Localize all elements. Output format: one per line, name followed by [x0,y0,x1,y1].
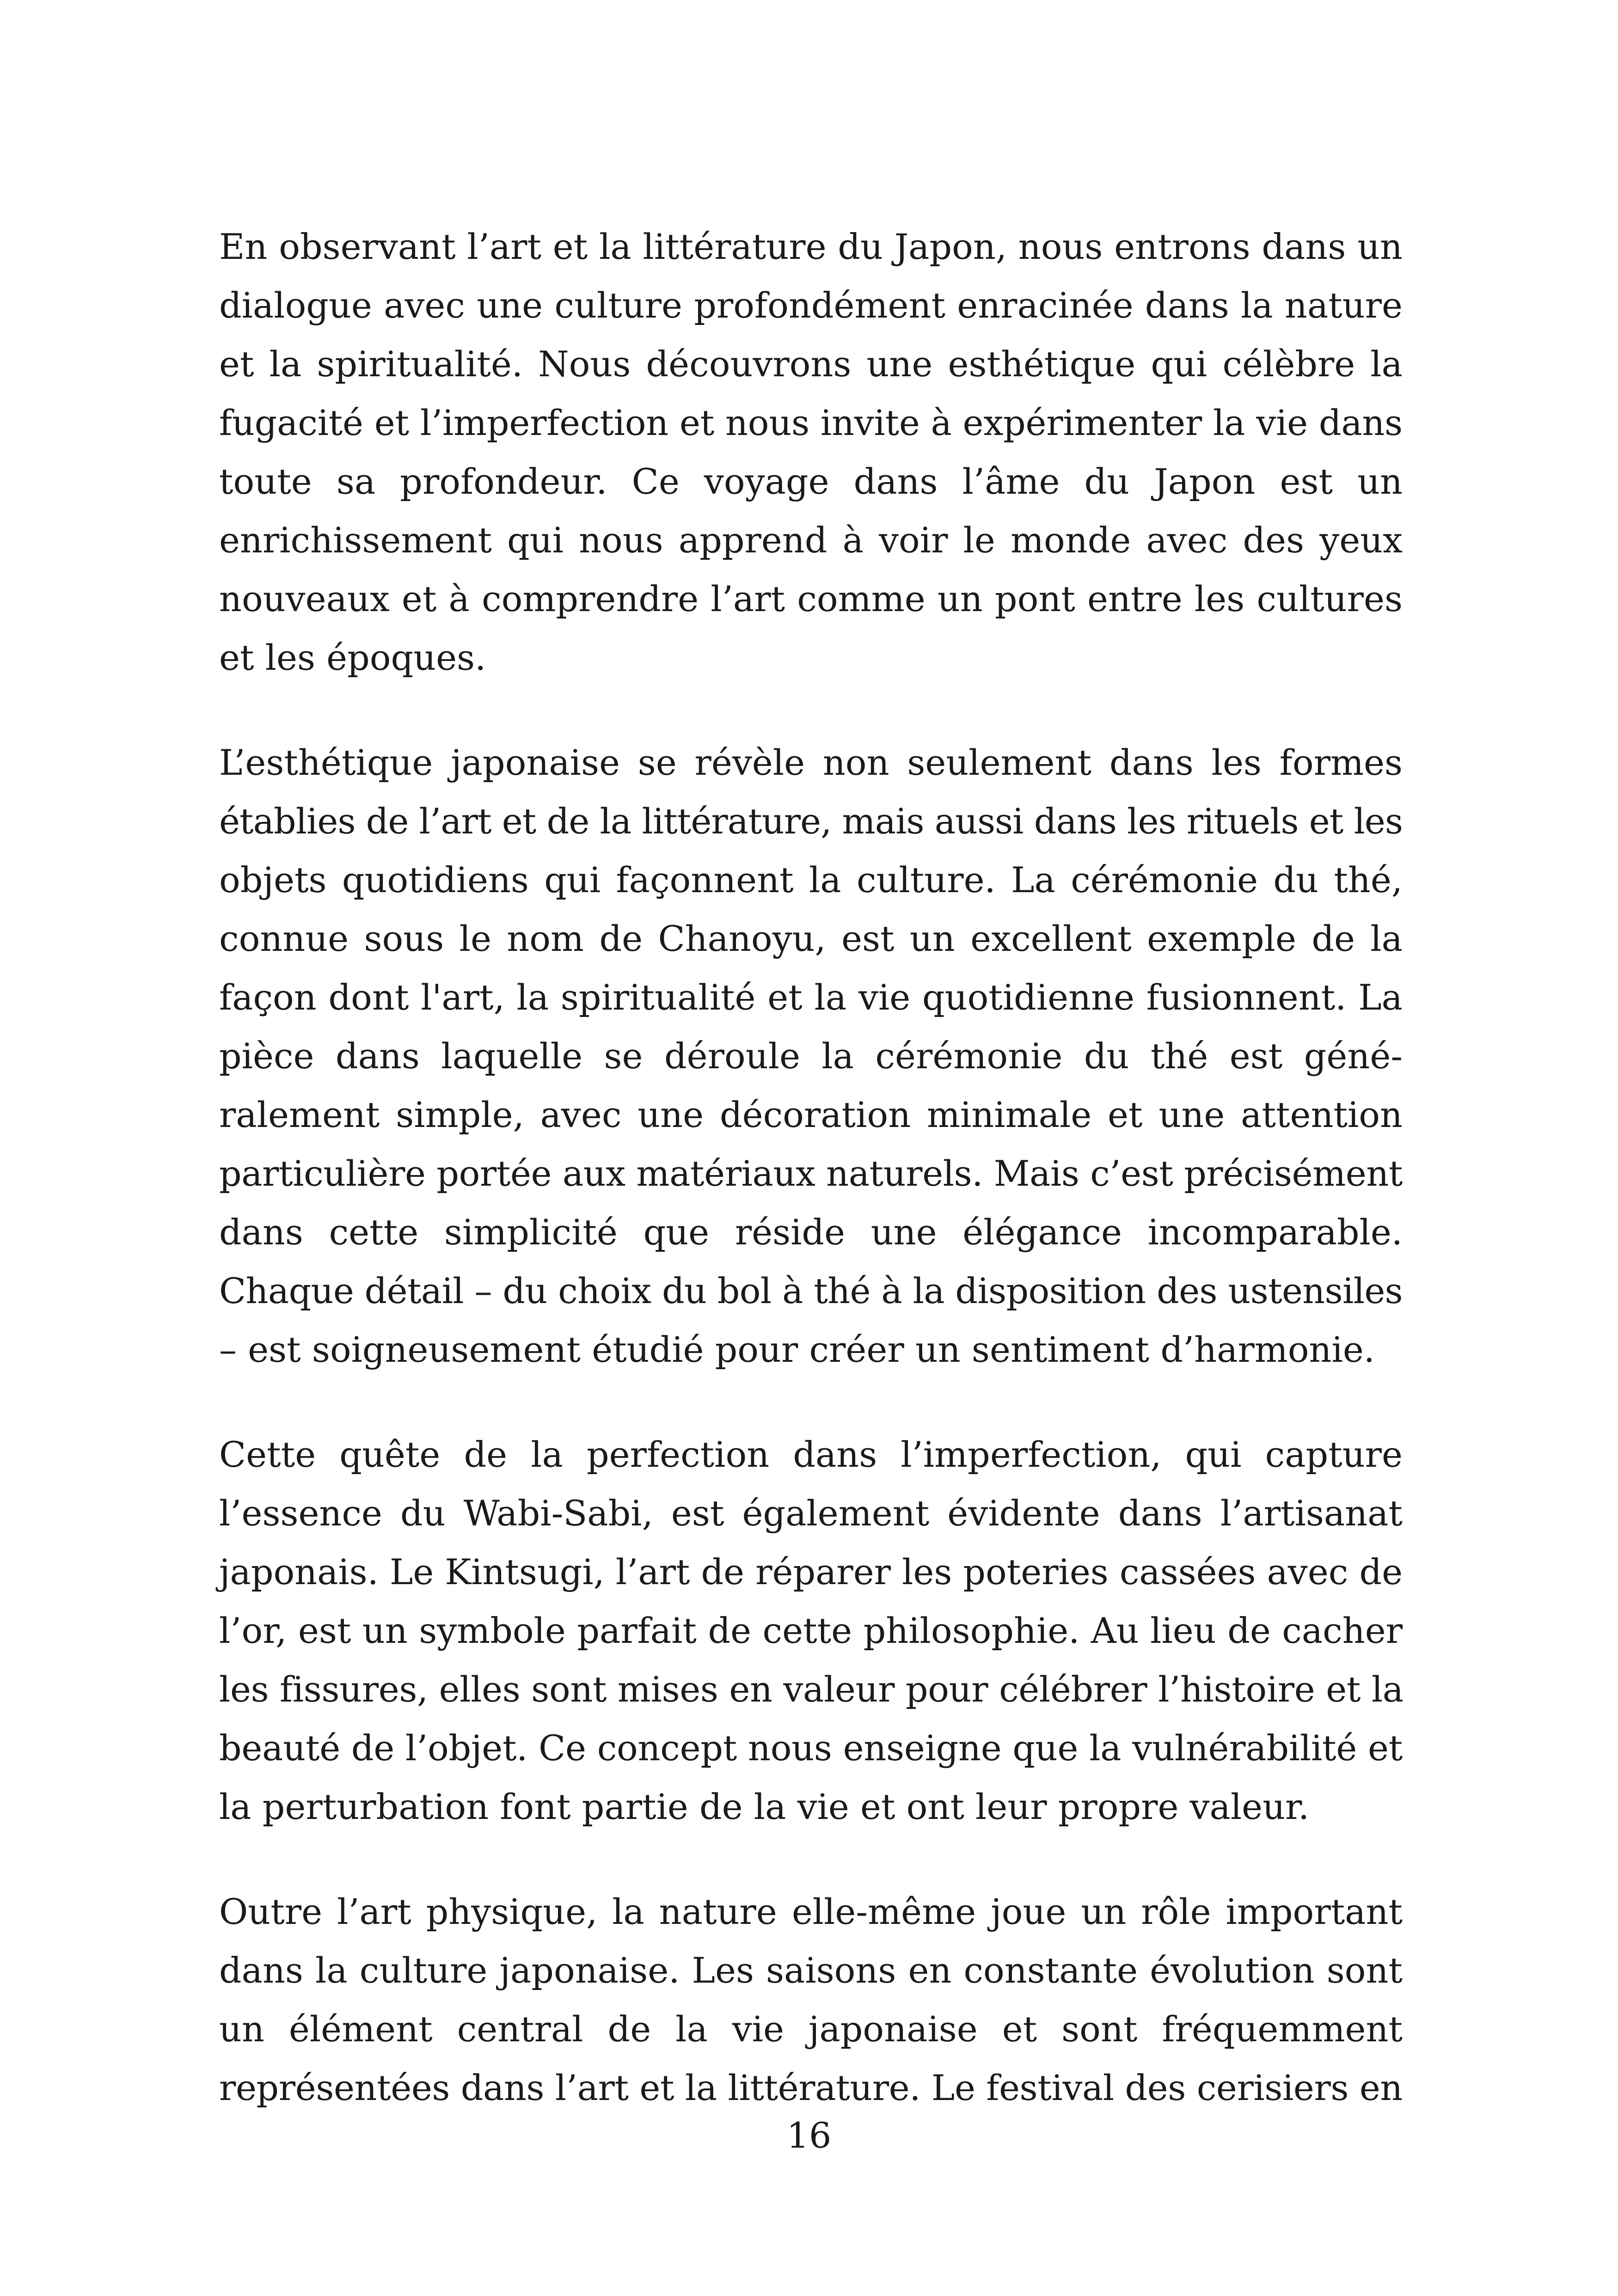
text-line: ralement simple, avec une décoration minimale et une attention [219,1094,1403,1135]
body-text [219,217,1403,2117]
text-line: toute sa profondeur. Ce voyage dans l’âme du Japon est un [219,461,1403,502]
text-line: dans cette simplicité que réside une élégance incomparable. [219,1212,1403,1253]
text-line: – est soigneusement étudié pour créer un sentiment d’harmonie. [219,1329,1375,1370]
text-line: pièce dans laquelle se déroule la cérémonie du thé est géné- [219,1035,1403,1077]
paragraph [219,1425,1403,1836]
paragraph [219,733,1403,1379]
text-line: représentées dans l’art et la littérature. Le festival des cerisiers en [219,2067,1403,2108]
text-line: l’or, est un symbole parfait de cette philosophie. Au lieu de cacher [219,1610,1403,1651]
text-line: Cette quête de la perfection dans l’imperfection, qui capture [219,1434,1403,1475]
page-number: 16 [786,2115,832,2156]
text-line: connue sous le nom de Chanoyu, est un excellent exemple de la [219,918,1403,959]
text-line: et la spiritualité. Nous découvrons une esthétique qui célèbre la [219,343,1403,385]
text-line: particulière portée aux matériaux naturels. Mais c’est précisément [219,1153,1403,1194]
text-line: Chaque détail – du choix du bol à thé à la disposition des ustensiles [219,1270,1403,1311]
text-line: En observant l’art et la littérature du Japon, nous entrons dans un [219,226,1403,267]
text-line: l’essence du Wabi-Sabi, est également évidente dans l’artisanat [219,1493,1403,1534]
paragraph [219,217,1403,687]
text-line: objets quotidiens qui façonnent la culture. La cérémonie du thé, [219,859,1403,900]
text-line: et les époques. [219,637,486,678]
text-line: L’esthétique japonaise se révèle non seulement dans les formes [219,742,1403,783]
text-line: nouveaux et à comprendre l’art comme un pont entre les cultures [219,578,1403,619]
text-line: établies de l’art et de la littérature, mais aussi dans les rituels et les [219,801,1403,842]
text-line: fugacité et l’imperfection et nous invite à expérimenter la vie dans [219,402,1403,443]
text-line: japonais. Le Kintsugi, l’art de réparer les poteries cassées avec de [219,1551,1403,1592]
text-line: beauté de l’objet. Ce concept nous enseigne que la vulnérabilité et [219,1727,1403,1769]
text-line: dans la culture japonaise. Les saisons en constante évolution sont [219,1950,1403,1991]
text-line: un élément central de la vie japonaise et sont fréquemment [219,2008,1403,2050]
text-line: la perturbation font partie de la vie et ont leur propre valeur. [219,1786,1310,1827]
text-line: les fissures, elles sont mises en valeur pour célébrer l’histoire et la [219,1669,1403,1710]
text-line: dialogue avec une culture profondément enracinée dans la nature [219,285,1403,326]
text-line: Outre l’art physique, la nature elle-même joue un rôle important [219,1891,1403,1932]
text-line: enrichissement qui nous apprend à voir le monde avec des yeux [219,520,1403,561]
text-line: façon dont l'art, la spiritualité et la vie quotidienne fusionnent. La [219,977,1403,1018]
paragraph [219,1882,1403,2117]
